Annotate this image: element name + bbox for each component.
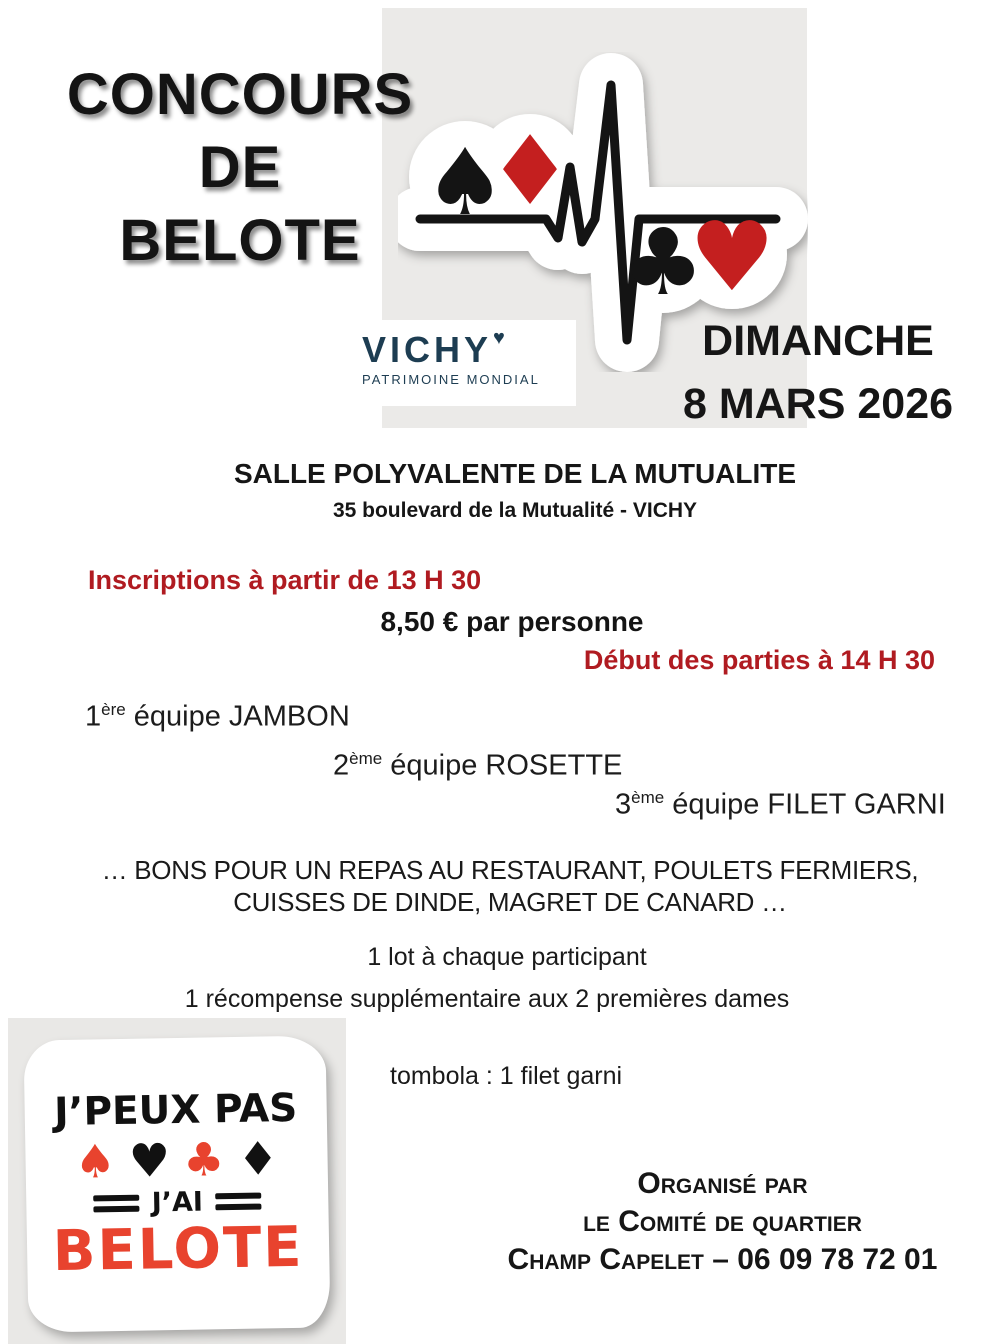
prizes-description-line-1: … BONS POUR UN REPAS AU RESTAURANT, POULETS FERMIERS, [101,855,919,885]
badge-title: J’PEUX PAS [53,1085,298,1136]
start-time: Début des parties à 14 H 30 [583,645,935,675]
diamond-icon: ♦ [486,115,574,227]
badge-heart-icon: ♥ [128,1133,171,1188]
prize-team-2 [333,749,622,783]
badge-club-icon: ♣ [182,1132,225,1187]
badge-spade-icon: ♠ [74,1134,117,1189]
participant-prize: 1 lot à chaque participant [367,943,647,971]
venue-address: 35 boulevard de la Mutualité - VICHY [332,499,698,522]
event-date [628,316,1008,429]
inscriptions-time: Inscriptions à partir de 13 H 30 [88,565,482,595]
venue-name: SALLE POLYVALENTE DE LA MUTUALITE [233,458,797,489]
left-bars-decoration [94,1195,140,1213]
spade-icon: ♠ [423,129,507,236]
ladies-prize: 1 récompense supplémentaire aux 2 premières dames [184,985,790,1013]
entry-price: 8,50 € par personne [380,606,644,637]
title-line-2: DE [198,135,282,200]
right-bars-decoration [215,1193,261,1211]
page-title [28,58,452,277]
organizer-line-2: le Comité de quartier [583,1205,862,1238]
club-icon: ♣ [621,209,705,316]
event-date-full: 8 MARS 2026 [682,380,954,428]
vichy-logo-text: VICHY [362,329,493,370]
team-1-prize: équipe JAMBON [125,700,350,733]
prize-team-1 [85,700,350,734]
jpeux-pas-jai-belote-sticker [23,1035,330,1332]
vichy-heart-icon: ♥ [493,327,505,349]
team-3-ordinal: ème [631,788,665,807]
badge-diamond-icon: ♦ [236,1131,280,1186]
vichy-logo-subtitle: PATRIMOINE MONDIAL [362,372,540,387]
team-2-rank: 2 [333,749,350,782]
team-2-prize: équipe ROSETTE [382,749,623,782]
team-1-rank: 1 [85,700,102,733]
team-3-rank: 3 [615,788,632,821]
event-day: DIMANCHE [702,317,934,365]
venue [0,458,1008,523]
prize-team-3 [615,788,946,822]
organizer-line-1: Organisé par [637,1167,808,1200]
team-2-ordinal: ème [349,749,383,768]
tombola-prize: tombola : 1 filet garni [390,1062,623,1090]
heart-icon: ♥ [688,201,776,313]
team-1-ordinal: ère [101,700,126,719]
badge-jai-row [93,1186,261,1220]
vichy-logo [338,320,576,406]
badge-suits-row [74,1133,279,1187]
badge-jai-text: J’AI [151,1186,204,1219]
organizer-info [440,1165,1005,1279]
title-line-1: CONCOURS [66,62,414,127]
badge-belote-text: BELOTE [52,1214,305,1285]
title-line-3: BELOTE [119,208,361,273]
organizer-contact: Champ Capelet – 06 09 78 72 01 [507,1243,938,1276]
team-3-prize: équipe FILET GARNI [664,788,946,821]
prizes-description-line-2: CUISSES DE DINDE, MAGRET DE CANARD … [233,887,787,917]
